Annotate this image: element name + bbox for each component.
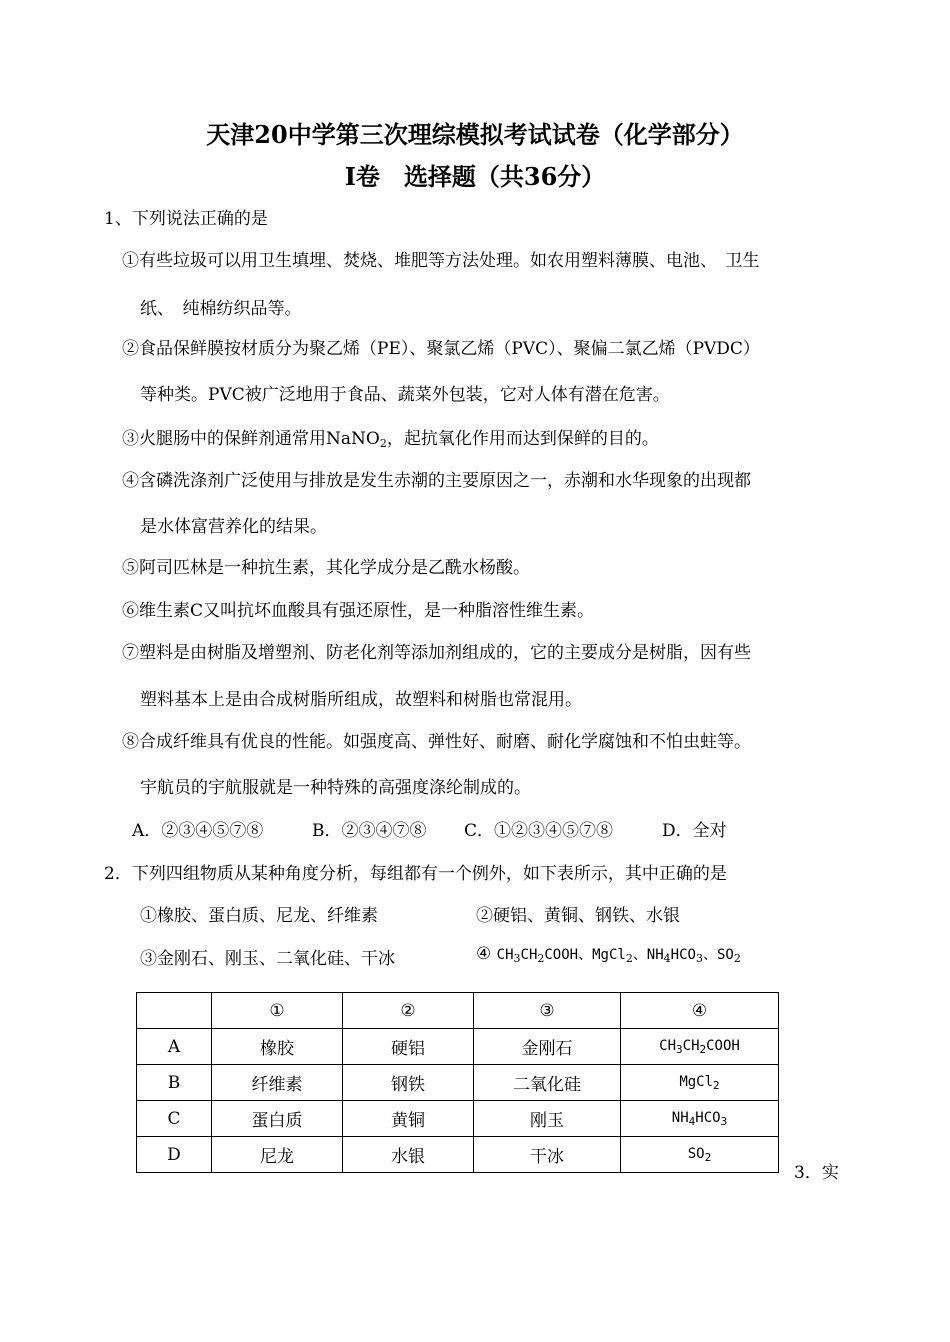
q1-s3 — [122, 424, 659, 450]
q2-group-1: ①橡胶、蛋白质、尼龙、纤维素 — [140, 906, 378, 926]
formula-part: COOH — [706, 1037, 740, 1054]
formula-subscript: 2 — [699, 1042, 707, 1056]
g4-c: COOH、MgCl — [544, 947, 626, 963]
formula-part: CH — [659, 1037, 677, 1054]
q1-s5: ⑤阿司匹林是一种抗生素，其化学成分是乙酰水杨酸。 — [122, 558, 530, 578]
q3-stem-start: 3．实 — [794, 1163, 839, 1183]
table-cell-formula — [621, 1029, 779, 1065]
formula-part: SO — [687, 1145, 705, 1162]
q1-s6: ⑥维生素C又叫抗坏血酸具有强还原性，是一种脂溶性维生素。 — [122, 601, 595, 621]
q1-s1b: 纸、 纯棉纺织品等。 — [140, 299, 302, 319]
table-cell: 金刚石 — [474, 1029, 621, 1065]
formula-subscript: 2 — [713, 1078, 720, 1092]
q1-s4a: ④含磷洗涤剂广泛使用与排放是发生赤潮的主要原因之一，赤潮和水华现象的出现都 — [122, 471, 751, 491]
q1-s2a: ②食品保鲜膜按材质分为聚乙烯（PE）、聚氯乙烯（PVC）、聚偏二氯乙烯（PVDC） — [122, 339, 760, 359]
g4-d1: 4 — [663, 952, 671, 965]
table-header-cell: ① — [212, 993, 343, 1029]
table-row — [137, 1137, 779, 1173]
q1-s1a: ①有些垃圾可以用卫生填埋、焚烧、堆肥等方法处理。如农用塑料薄膜、电池、 卫生 — [122, 251, 760, 271]
q2-table — [136, 992, 779, 1173]
table-cell: 刚玉 — [474, 1101, 621, 1137]
q1-option-b: B．②③④⑦⑧ — [312, 821, 427, 841]
q1-option-a: A．②③④⑤⑦⑧ — [132, 821, 264, 841]
table-cell: 干冰 — [474, 1137, 621, 1173]
q1-s3-post: ，起抗氧化作用而达到保鲜的目的。 — [386, 429, 659, 449]
table-header-cell — [137, 993, 212, 1029]
q1-s7b: 塑料基本上是由合成树脂所组成，故塑料和树脂也常混用。 — [140, 690, 582, 710]
formula-subscript: 2 — [704, 1150, 712, 1164]
q1-stem: 1、下列说法正确的是 — [104, 209, 268, 229]
page-title: 天津20中学第三次理综模拟考试试卷（化学部分） — [206, 120, 744, 149]
section-title: Ⅰ卷 选择题（共36分） — [344, 162, 606, 191]
q1-option-d: D．全对 — [662, 821, 727, 841]
g4-b: CH — [520, 947, 538, 963]
q2-stem: 2．下列四组物质从某种角度分析，每组都有一个例外，如下表所示，其中正确的是 — [104, 864, 727, 884]
q2-group-4-lead: ④ — [476, 944, 497, 964]
q1-s4b: 是水体富营养化的结果。 — [140, 517, 327, 537]
table-header-cell: ③ — [474, 993, 621, 1029]
q1-option-c: C．①②③④⑤⑦⑧ — [464, 821, 614, 841]
table-cell: 黄铜 — [343, 1101, 474, 1137]
table-cell: 水银 — [343, 1137, 474, 1173]
row-label: C — [137, 1101, 212, 1137]
q1-s8b: 宇航员的宇航服就是一种特殊的高强度涤纶制成的。 — [140, 778, 531, 798]
table-cell: 二氧化硅 — [474, 1065, 621, 1101]
g4-f1: 2 — [733, 952, 741, 965]
table-cell: 钢铁 — [343, 1065, 474, 1101]
table-row — [137, 1065, 779, 1101]
row-label: D — [137, 1137, 212, 1173]
g4-b1: 2 — [537, 952, 545, 965]
table-cell: 硬铝 — [343, 1029, 474, 1065]
formula-subscript: 3 — [720, 1114, 728, 1128]
q1-s3-sub: 2 — [379, 437, 387, 450]
table-cell: 蛋白质 — [212, 1101, 343, 1137]
table-header-cell: ② — [343, 993, 474, 1029]
g4-e: HCO — [670, 947, 696, 963]
q1-s2b: 等种类。PVC被广泛地用于食品、蔬菜外包装，它对人体有潜在危害。 — [140, 385, 670, 405]
table-cell: 尼龙 — [212, 1137, 343, 1173]
q1-s8a: ⑧合成纤维具有优良的性能。如强度高、弹性好、耐磨、耐化学腐蚀和不怕虫蛀等。 — [122, 732, 751, 752]
q2-group-4 — [476, 944, 741, 965]
table-cell-formula — [621, 1137, 779, 1173]
formula-subscript: 4 — [688, 1114, 696, 1128]
formula-part: MgCl — [679, 1073, 714, 1090]
formula-subscript: 3 — [676, 1042, 683, 1056]
table-cell-formula — [621, 1101, 779, 1137]
row-label: A — [137, 1029, 212, 1065]
g4-d: 、NH — [632, 947, 664, 963]
formula-part: CH — [682, 1037, 700, 1054]
g4-c1: 2 — [625, 952, 633, 965]
table-header-row — [137, 993, 779, 1029]
g4-e1: 3 — [695, 952, 703, 965]
g4-a1: 3 — [513, 952, 521, 965]
q1-s3-pre: ③火腿肠中的保鲜剂通常用NaNO — [122, 429, 380, 449]
table-header-cell: ④ — [621, 993, 779, 1029]
g4-a: CH — [496, 947, 514, 963]
g4-f: 、SO — [702, 947, 734, 963]
row-label: B — [137, 1065, 212, 1101]
table-cell-formula — [621, 1065, 779, 1101]
table-row — [137, 1029, 779, 1065]
formula-part: NH — [671, 1109, 689, 1126]
table-cell: 纤维素 — [212, 1065, 343, 1101]
q1-s7a: ⑦塑料是由树脂及增塑剂、防老化剂等添加剂组成的，它的主要成分是树脂，因有些 — [122, 643, 751, 663]
q2-group-3: ③金刚石、刚玉、二氧化硅、干冰 — [140, 949, 395, 969]
table-row — [137, 1101, 779, 1137]
q2-group-2: ②硬铝、黄铜、钢铁、水银 — [476, 906, 680, 926]
table-cell: 橡胶 — [212, 1029, 343, 1065]
formula-part: HCO — [695, 1109, 721, 1126]
